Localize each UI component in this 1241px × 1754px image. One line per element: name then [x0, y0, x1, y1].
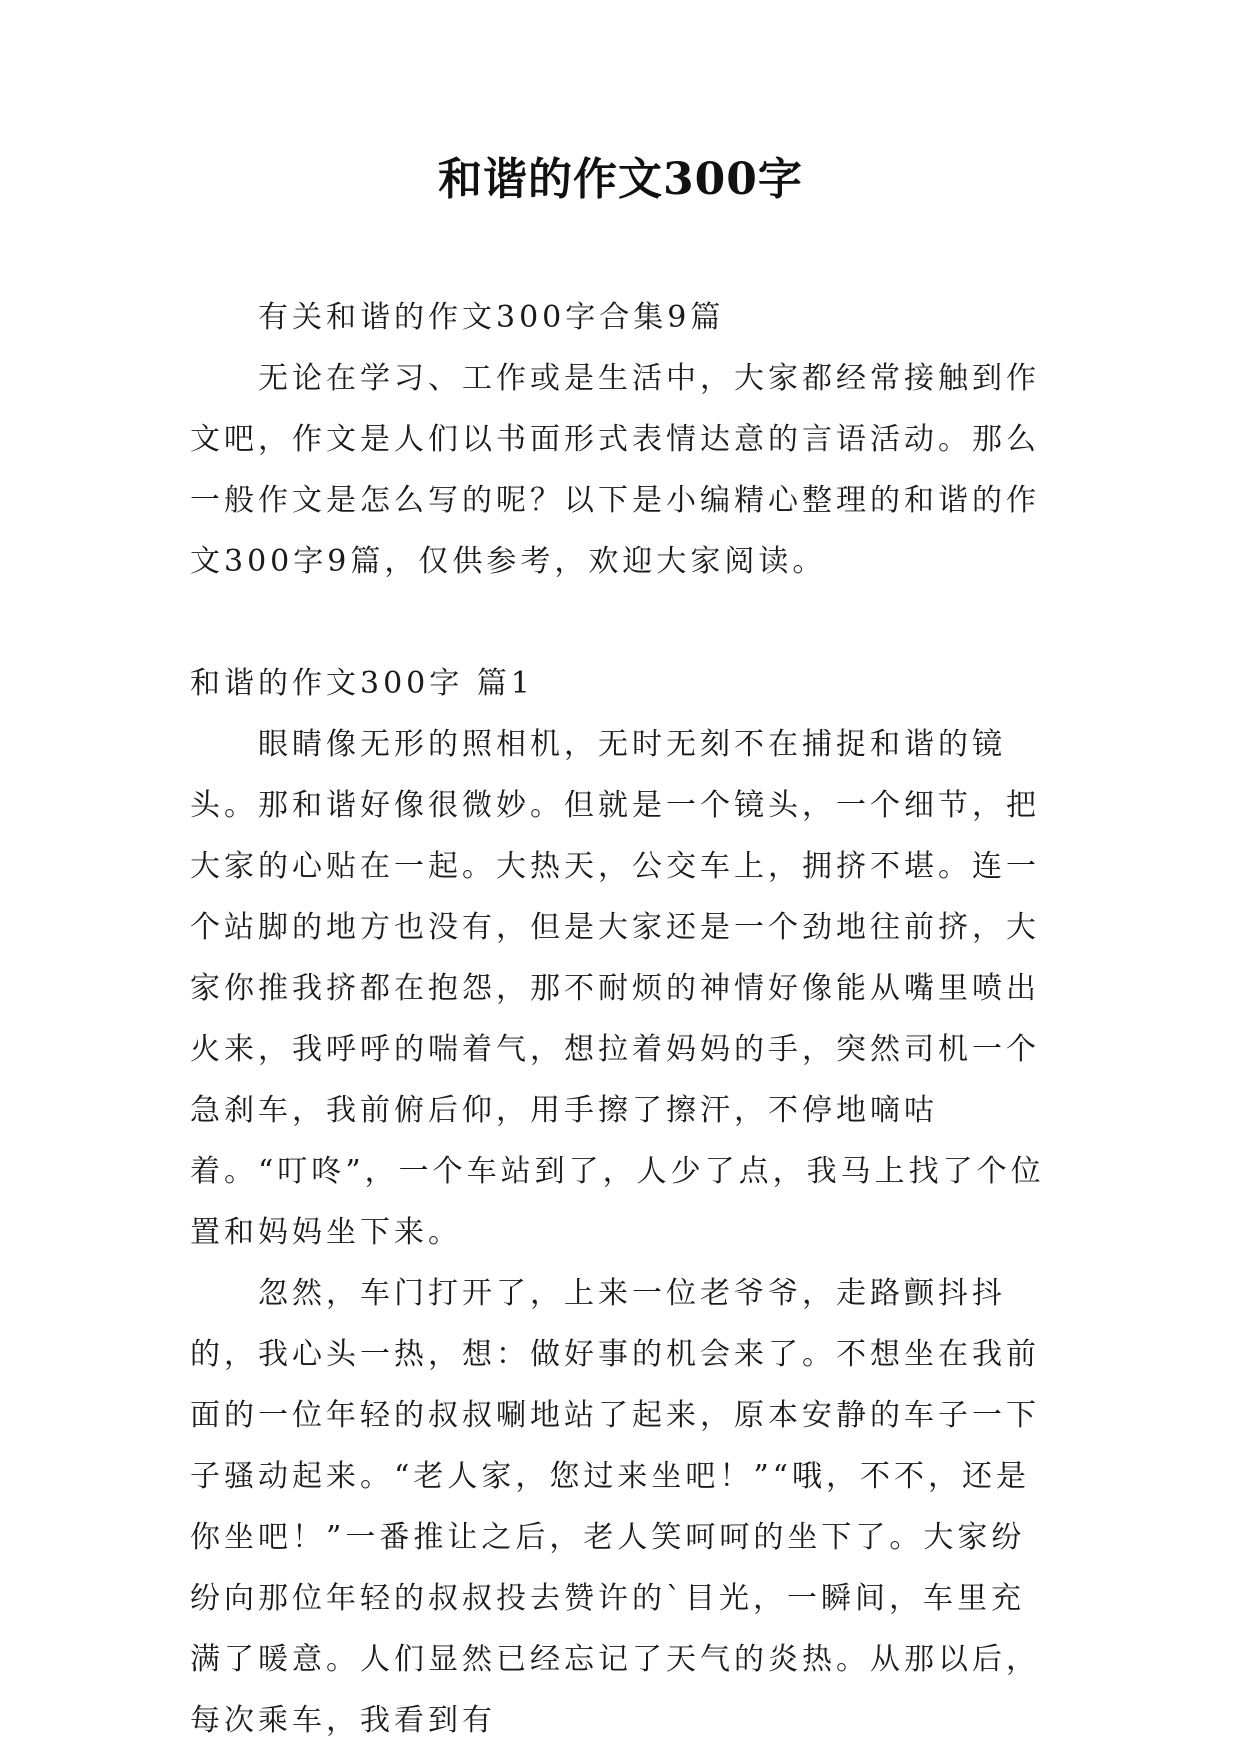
section-heading: 和谐的作文300字 篇1 [190, 666, 534, 701]
document-body [190, 287, 1056, 1751]
intro-paragraph: 无论在学习、工作或是生活中，大家都经常接触到作文吧，作文是人们以书面形式表情达意的言语活动。那么一般作文是怎么写的呢？以下是小编精心整理的和谐的作文300字9篇，仅供参考，欢迎大家阅读。 [190, 361, 1040, 579]
intro-heading-paragraph: 有关和谐的作文300字合集9篇 [258, 300, 725, 335]
document-title: 和谐的作文300字 [438, 154, 803, 205]
paragraph-spacer [190, 592, 1056, 653]
section-paragraph-1: 眼睛像无形的照相机，无时无刻不在捕捉和谐的镜头。那和谐好像很微妙。但就是一个镜头，一个细节，把大家的心贴在一起。大热天，公交车上，拥挤不堪。连一个站脚的地方也没有，但是大家还是一个劲地往前挤，大家你推我挤都在抱怨，那不耐烦的神情好像能从嘴里喷出火来，我呼呼的喘着气，想拉着妈妈的手，突然司机一个急刹车，我前俯后仰，用手擦了擦汗，不停地嘀咕着。“叮咚”，一个车站到了，人少了点，我马上找了个位置和妈妈坐下来。 [190, 727, 1045, 1250]
section-paragraph-2: 忽然，车门打开了，上来一位老爷爷，走路颤抖抖的，我心头一热，想：做好事的机会来了。不想坐在我前面的一位年轻的叔叔唰地站了起来，原本安静的车子一下子骚动起来。“老人家，您过来坐吧！”“哦，不不，还是你坐吧！”一番推让之后，老人笑呵呵的坐下了。大家纷纷向那位年轻的叔叔投去赞许的`目光，一瞬间，车里充满了暖意。人们显然已经忘记了天气的炎热。从那以后，每次乘车，我看到有 [190, 1276, 1040, 1738]
